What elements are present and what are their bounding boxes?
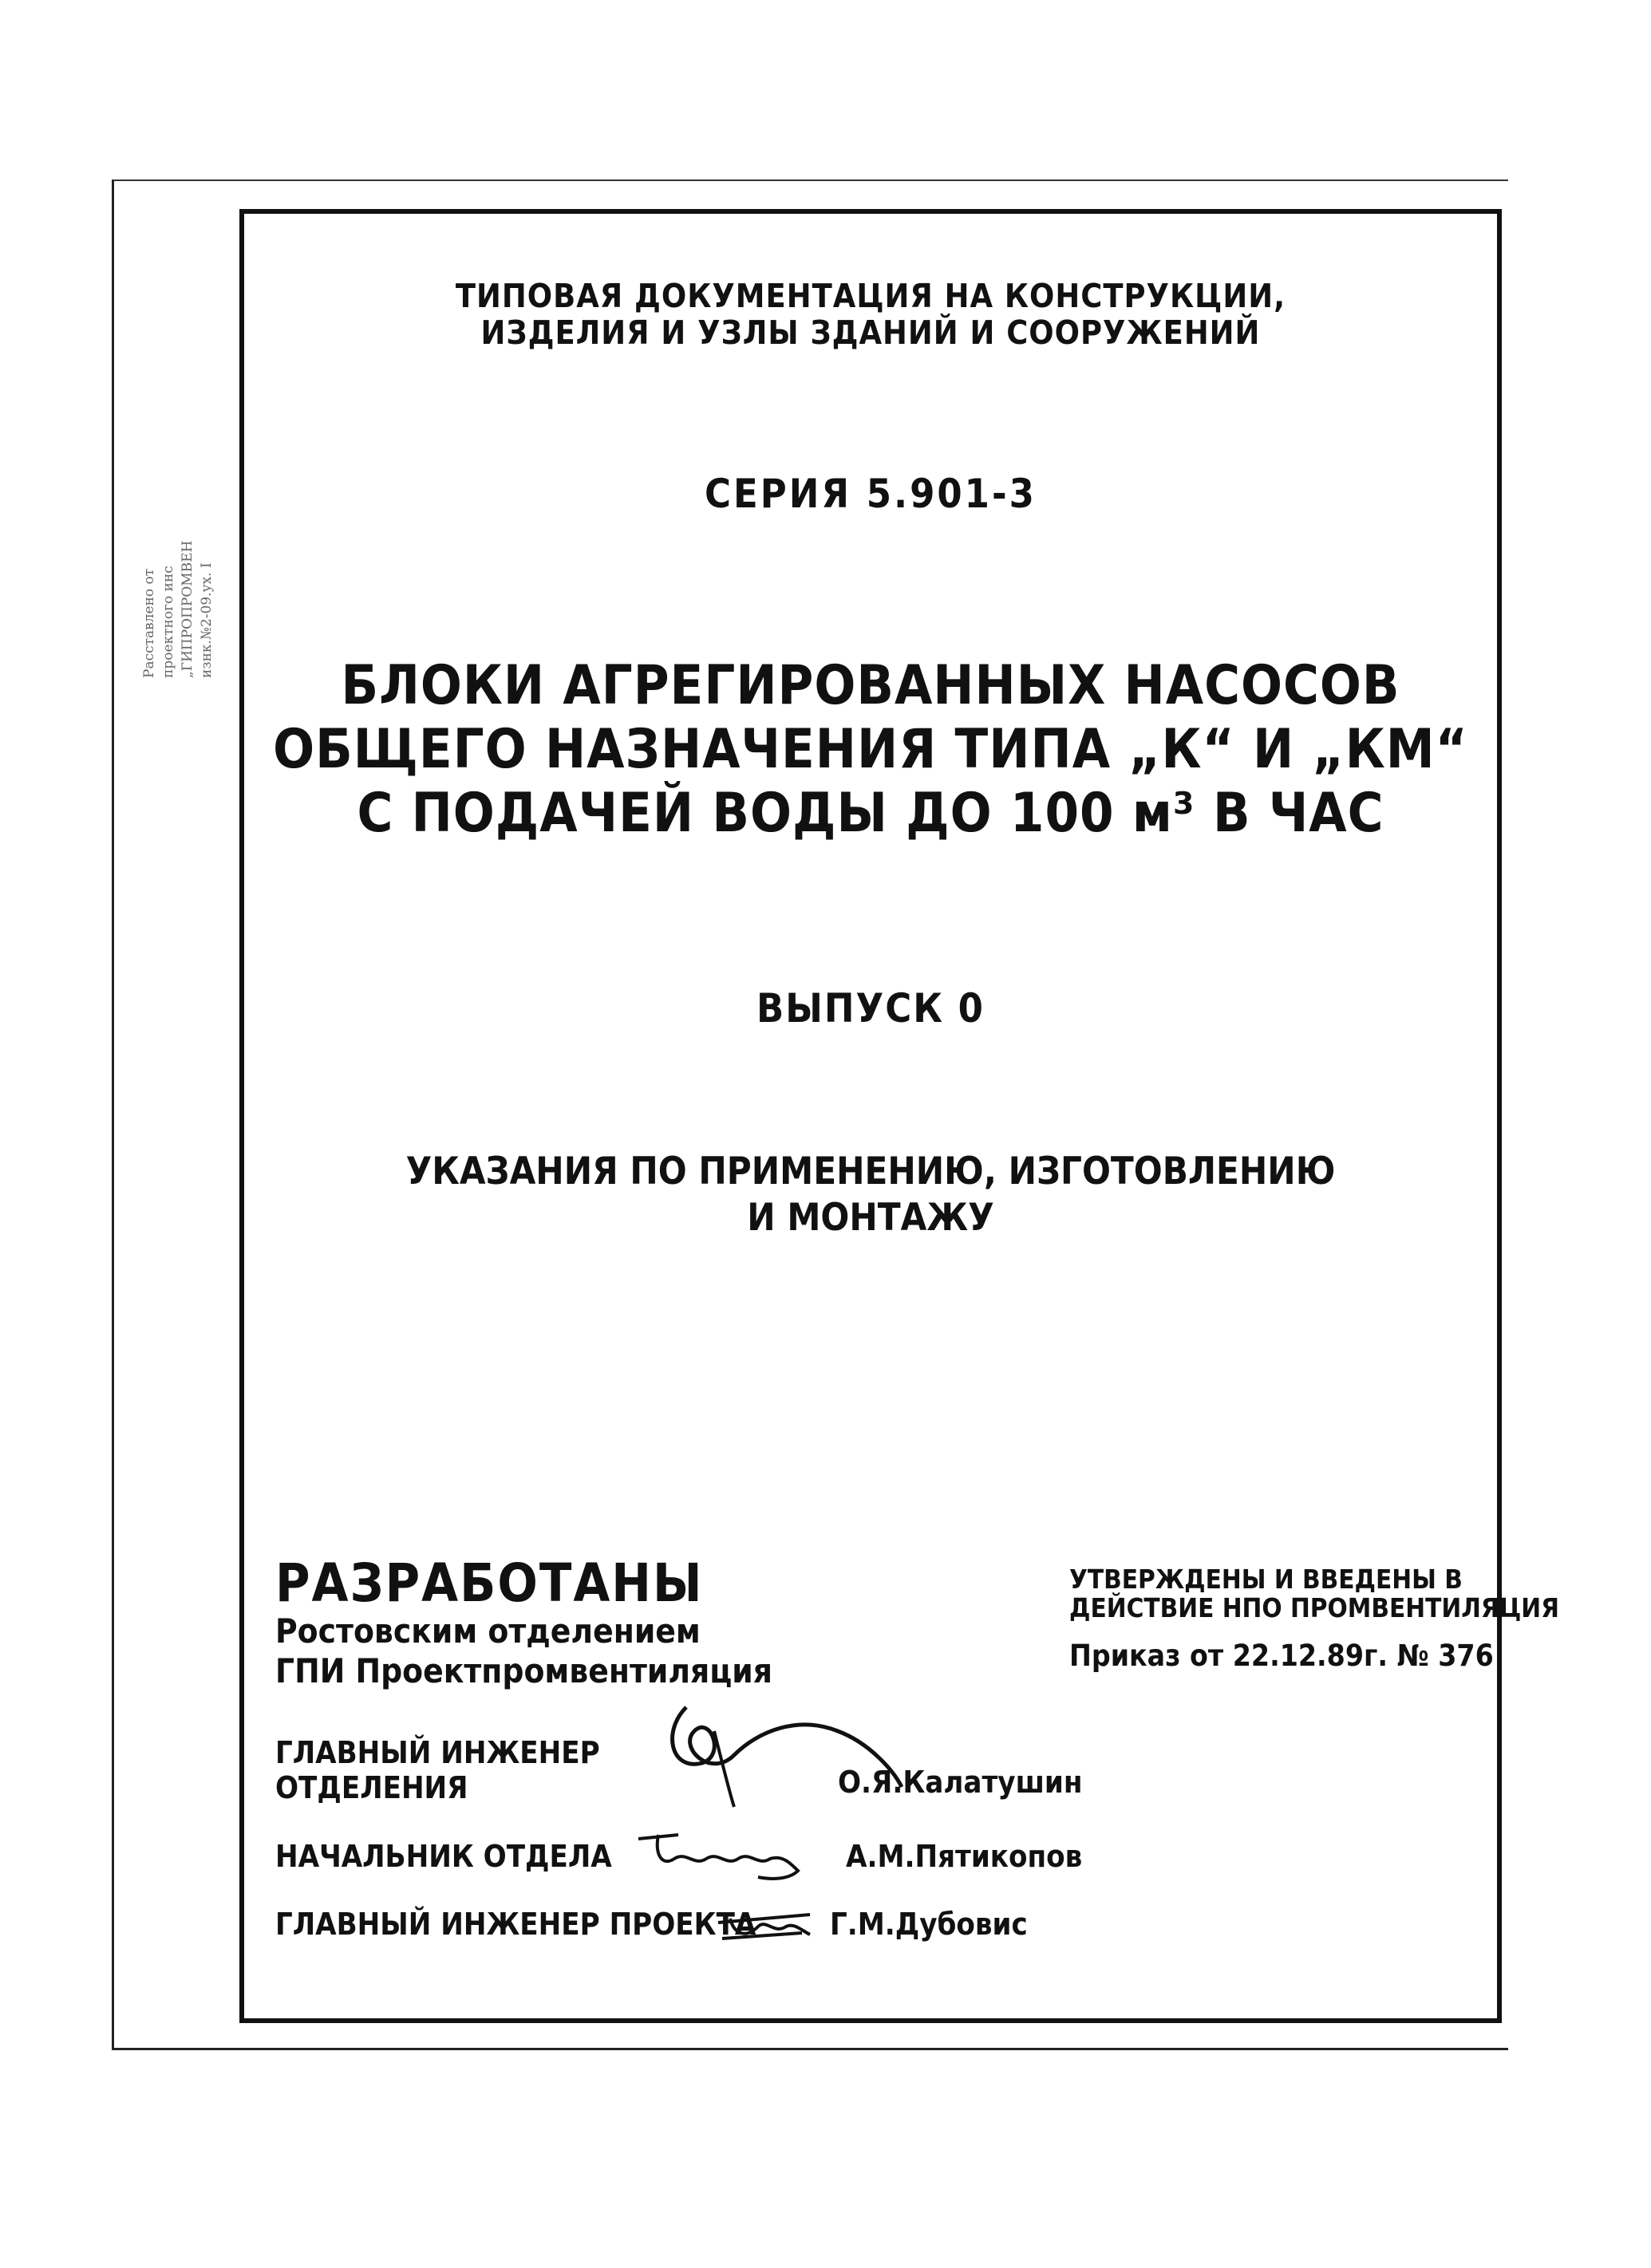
signatory-role (275, 1735, 600, 1805)
stamp-line: изнк.№2-09.ух. I (199, 562, 215, 678)
stamp-line: проектного инс (160, 566, 176, 678)
signature-department-head (630, 1823, 822, 1887)
approval-block (1069, 1564, 1559, 1673)
signatory-name: О.Я.Калатушин (838, 1765, 1083, 1800)
signature-chief-project-engineer (714, 1903, 818, 1950)
signatory-name: Г.М.Дубовис (830, 1907, 1028, 1942)
document-header (239, 278, 1502, 351)
approval-order: Приказ от 22.12.89г. № 376 (1069, 1639, 1494, 1673)
header-line-2: ИЗДЕЛИЯ И УЗЛЫ ЗДАНИЙ И СООРУЖЕНИЙ (480, 314, 1261, 352)
approval-line-2: ДЕЙСТВИЕ НПО ПРОМВЕНТИЛЯЦИЯ (1069, 1592, 1559, 1623)
title-line-3: С ПОДАЧЕЙ ВОДЫ ДО 100 м³ В ЧАС (357, 782, 1384, 845)
approval-line-1: УТВЕРЖДЕНЫ И ВВЕДЕНЫ В (1069, 1564, 1463, 1595)
header-line-1: ТИПОВАЯ ДОКУМЕНТАЦИЯ НА КОНСТРУКЦИИ, (455, 277, 1286, 315)
developer-block (275, 1552, 773, 1691)
stamp-line: „ГИПРОПРОМВЕН (180, 540, 196, 678)
role-line: ОТДЕЛЕНИЯ (275, 1770, 468, 1805)
title-line-2: ОБЩЕГО НАЗНАЧЕНИЯ ТИПА „К“ И „КМ“ (273, 718, 1468, 781)
issue-number: ВЫПУСК 0 (756, 985, 985, 1031)
developer-line-1: Ростовским отделением (275, 1611, 701, 1651)
signatory-role: НАЧАЛЬНИК ОТДЕЛА (275, 1839, 612, 1874)
signatory-name: А.М.Пятикопов (846, 1839, 1083, 1874)
signatory-role: ГЛАВНЫЙ ИНЖЕНЕР ПРОЕКТА (275, 1907, 756, 1942)
developed-title: РАЗРАБОТАНЫ (275, 1552, 704, 1614)
subject-line-1: УКАЗАНИЯ ПО ПРИМЕНЕНИЮ, ИЗГОТОВЛЕНИЮ (405, 1150, 1336, 1193)
developer-line-2: ГПИ Проектпромвентиляция (275, 1651, 773, 1690)
subject-line-2: И МОНТАЖУ (747, 1196, 994, 1240)
series-number: СЕРИЯ 5.901-3 (705, 471, 1037, 517)
role-line: ГЛАВНЫЙ ИНЖЕНЕР (275, 1735, 600, 1770)
title-line-1: БЛОКИ АГРЕГИРОВАННЫХ НАСОСОВ (341, 654, 1400, 717)
document-title (239, 654, 1502, 846)
side-stamp (140, 391, 235, 678)
document-subject (239, 1149, 1502, 1241)
stamp-line: Расставлено от (141, 568, 157, 678)
